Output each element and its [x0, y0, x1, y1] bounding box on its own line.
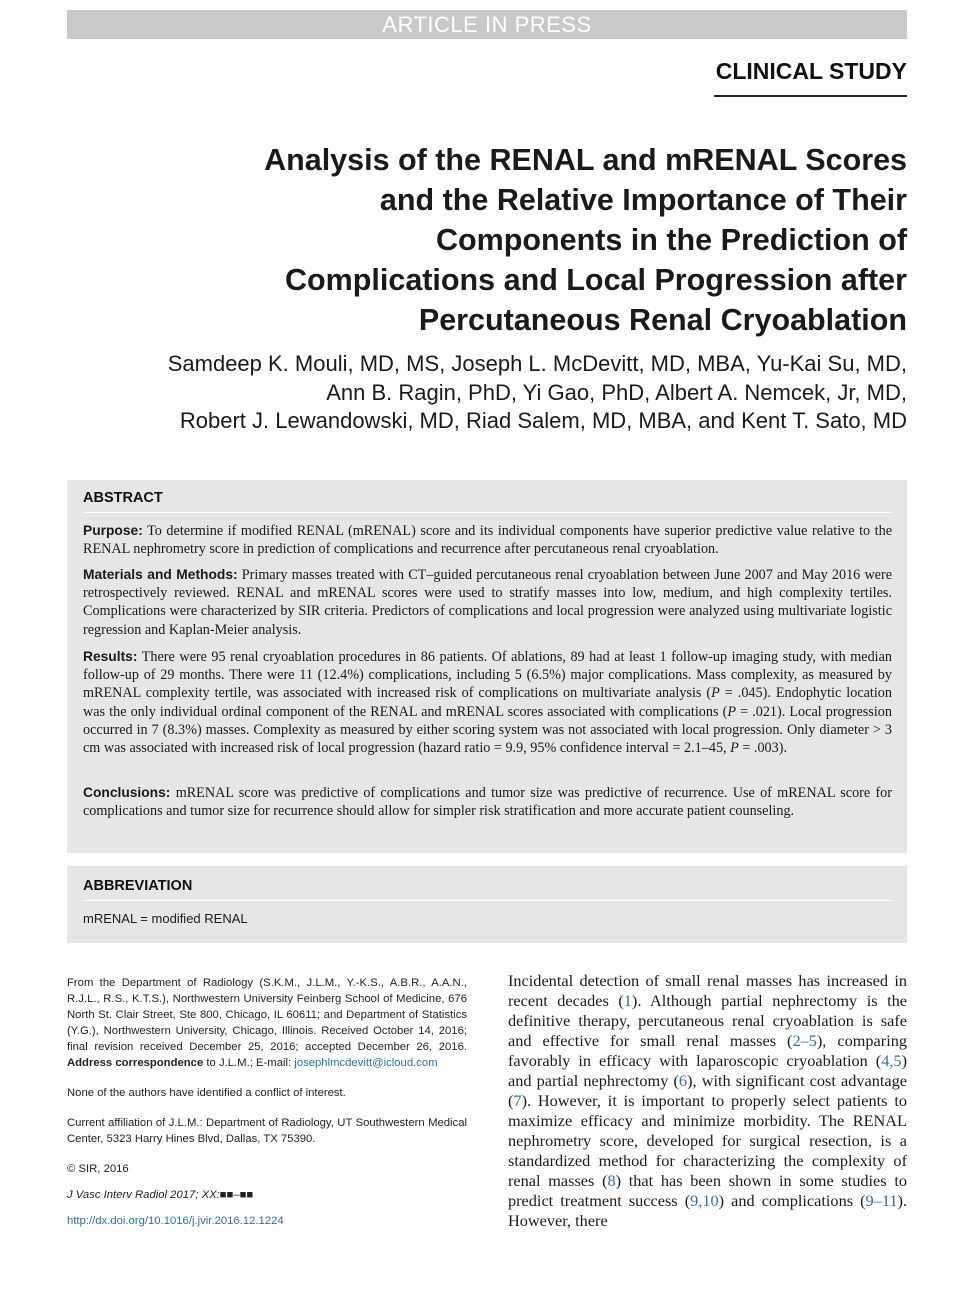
abstract-box: [67, 480, 907, 853]
section-divider: [714, 95, 907, 97]
body-text: ). Although partial nephrectomy is the definitive therapy, percutaneous renal cryoablation is safe and effective for small renal masses (: [508, 991, 908, 1050]
abstract-heading: ABSTRACT: [83, 490, 163, 506]
abstract-results: [83, 648, 892, 757]
affiliation-note: [67, 975, 467, 1071]
body-text: ). However, there: [508, 1191, 907, 1230]
reference-link[interactable]: 9–11: [865, 1191, 898, 1210]
body-text: Incidental detection of small renal masses has increased in recent decades (: [508, 971, 907, 1010]
p-value-symbol: P: [711, 685, 720, 702]
abstract-purpose: [83, 522, 892, 558]
article-title: [147, 140, 907, 340]
results-text: There were 95 renal cryoablation procedures in 86 patients. Of ablations, 89 had at least 1 follow-up imaging study, with median follow-up of 29 months. There were 11 (12.4%) complications, including 5 (6.5%) major complications. Mass complexity, as measured by mRENAL complexity tertile, was associated with increased risk of complications on multivariate analysis (: [83, 649, 892, 702]
article-in-press-banner: ARTICLE IN PRESS: [67, 10, 907, 39]
author-line: Samdeep K. Mouli, MD, MS, Joseph L. McDevitt, MD, MBA, Yu-Kai Su, MD,: [167, 351, 907, 376]
body-paragraph: [508, 971, 907, 1231]
body-text: ) that has been shown in some studies to predict treatment success (: [508, 1171, 907, 1210]
footnote-column: [67, 975, 467, 1229]
title-line: and the Relative Importance of Their: [379, 183, 907, 217]
title-line: Complications and Local Progression after: [285, 263, 907, 297]
abbreviation-divider: [83, 900, 892, 901]
affiliation-text: From the Department of Radiology (S.K.M., J.L.M., Y.-K.S., A.B.R., A.A.N., R.J.L., R.S., K.T.S.), Northwestern University Feinberg School of Medicine, 676 North St. Clair Street, Ste 800, Chicago, IL 60611; and Department of Statistics (Y.G.), Northwestern University, Chicago, Illinois. Received October 14, 2016; final revision received December 25, 2016; accepted December 26, 2016.: [67, 977, 467, 1053]
doi-link[interactable]: http://dx.doi.org/10.1016/j.jvir.2016.12.1224: [67, 1215, 284, 1227]
reference-link[interactable]: 6: [678, 1071, 688, 1090]
results-text: = .045). Endophytic location was the only individual ordinal component of the RENAL and mRENAL scores associated with complications (: [83, 685, 892, 720]
purpose-text: To determine if modified RENAL (mRENAL) score and its individual components have superior predictive value relative to the RENAL nephrometry score in prediction of complications and recurrence after percutaneous renal cryoablation.: [83, 523, 893, 558]
section-label: CLINICAL STUDY: [715, 58, 907, 84]
author-line: Robert J. Lewandowski, MD, Riad Salem, MD, MBA, and Kent T. Sato, MD: [179, 408, 907, 433]
reference-link[interactable]: 2–5: [792, 1031, 817, 1050]
title-line: Analysis of the RENAL and mRENAL Scores: [264, 143, 907, 177]
email-link[interactable]: josephlmcdevitt@icloud.com: [294, 1057, 438, 1069]
title-line: Components in the Prediction of: [435, 223, 907, 257]
results-text: = .003).: [738, 740, 788, 757]
conclusions-label: Conclusions:: [83, 785, 171, 800]
abstract-conclusions: [83, 784, 892, 820]
conflict-note: None of the authors have identified a conflict of interest.: [67, 1087, 346, 1099]
author-line: Ann B. Ragin, PhD, Yi Gao, PhD, Albert A. Nemcek, Jr, MD,: [326, 379, 907, 405]
reference-link[interactable]: 8: [607, 1171, 616, 1190]
abbreviation-box: [67, 866, 907, 943]
author-list: [27, 350, 907, 436]
journal-citation: J Vasc Interv Radiol 2017; XX:■■–■■: [67, 1189, 254, 1201]
p-value-symbol: P: [727, 703, 736, 720]
reference-link[interactable]: 9,10: [690, 1191, 719, 1210]
body-text: ) and partial nephrectomy (: [508, 1051, 907, 1090]
abstract-methods: [83, 566, 892, 639]
body-text: ), comparing favorably in efficacy with laparoscopic cryoablation (: [508, 1031, 908, 1070]
reference-link[interactable]: 1: [623, 991, 632, 1010]
affiliation-text: to J.L.M.; E-mail:: [203, 1057, 295, 1069]
results-label: Results:: [83, 649, 138, 664]
abbreviation-heading: ABBREVIATION: [83, 878, 193, 894]
methods-text: Primary masses treated with CT–guided percutaneous renal cryoablation between June 2007 and May 2016 were retrospectively reviewed. RENAL and mRENAL scores were used to stratify masses into low, medium, and high complexity tertiles. Complications were characterized by SIR criteria. Predictors of complications and local progression were analyzed using multivariate logistic regression and Kaplan-Meier analysis.: [83, 567, 893, 638]
methods-label: Materials and Methods:: [83, 567, 238, 582]
results-text: = .021). Local progression occurred in 7 (8.3%) masses. Complexity as measured by either scoring system was not associated with local progression. Only diameter > 3 cm was associated with increased risk of local progression (hazard ratio = 9.9, 95% confidence interval = 2.1–45,: [83, 703, 892, 757]
body-text: ), with significant cost advantage (: [508, 1071, 907, 1110]
title-line: Percutaneous Renal Cryoablation: [418, 303, 907, 337]
abbreviation-text: mRENAL = modified RENAL: [83, 911, 248, 926]
body-text: ). However, it is important to properly select patients to maximize efficacy and minimize morbidity. The RENAL nephrometry score, developed for surgical resection, is a standardized method for characterizing the complexity of renal masses (: [508, 1091, 907, 1190]
current-affiliation-note: Current affiliation of J.L.M.: Department of Radiology, UT Southwestern Medical Center, 5323 Harry Hines Blvd, Dallas, TX 75390.: [67, 1117, 467, 1145]
address-label: Address correspondence: [67, 1057, 204, 1069]
reference-link[interactable]: 7: [513, 1091, 522, 1110]
reference-link[interactable]: 4,5: [881, 1051, 902, 1070]
p-value-symbol: P: [730, 740, 739, 757]
conclusions-text: mRENAL score was predictive of complications and tumor size was predictive of recurrence. Use of mRENAL score for complications and tumor size for recurrence should allow for simpler risk stratification and more accurate patient counseling.: [83, 785, 893, 820]
abstract-divider: [83, 512, 892, 513]
purpose-label: Purpose:: [83, 523, 143, 538]
body-text: ) and complications (: [718, 1191, 866, 1210]
copyright-note: © SIR, 2016: [67, 1163, 129, 1175]
